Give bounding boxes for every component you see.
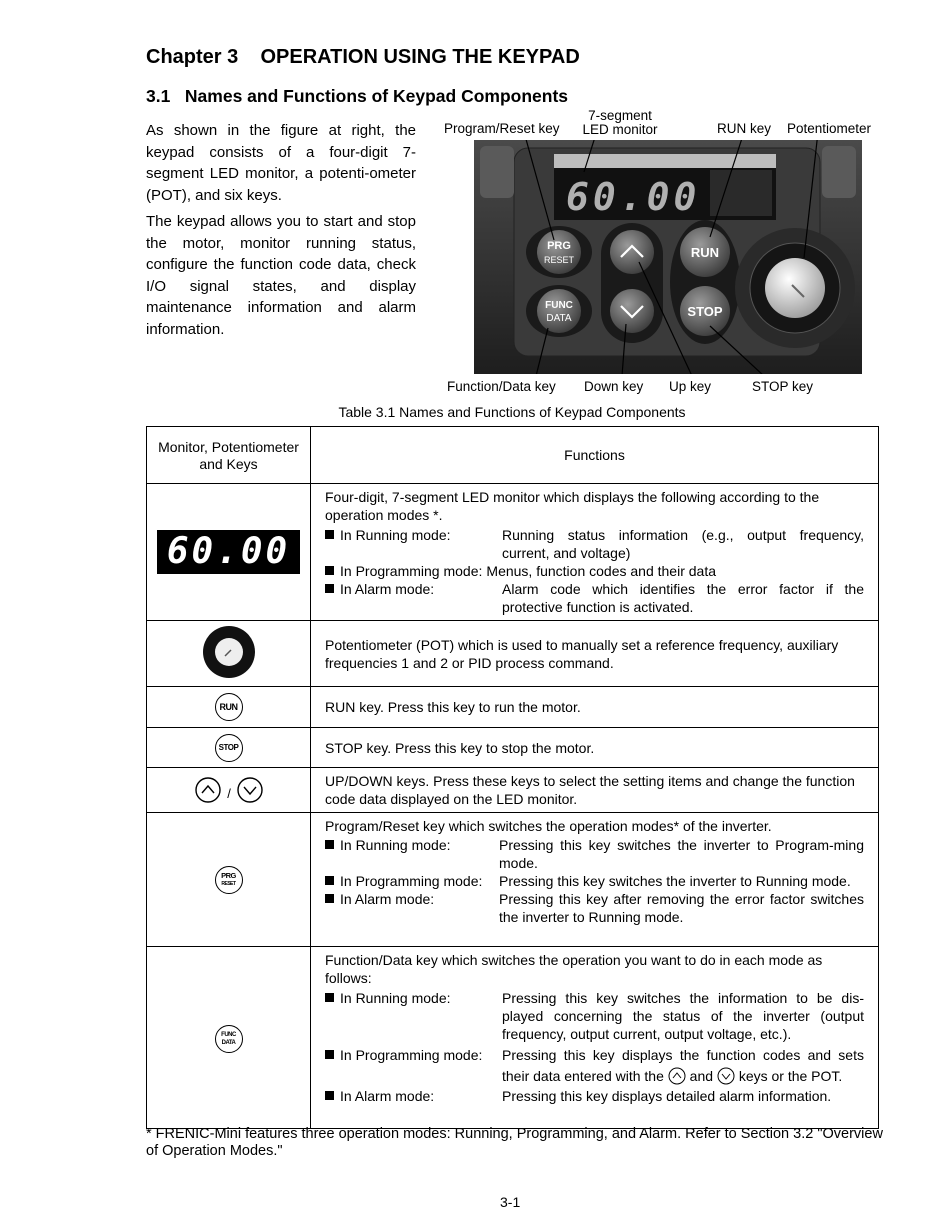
run-key-icon: RUN [215,693,243,721]
table-row-stop [147,728,879,768]
label-led-monitor-line1: 7-segment [588,108,652,123]
stop-functions: STOP key. Press this key to stop the motor. [311,728,879,768]
label-function-data-key: Function/Data key [447,379,556,394]
up-button [610,230,654,274]
func-intro: Function/Data key which switches the operation you want to do in each mode as follows: [325,952,823,986]
prg-reset-key-icon: PRG RESET [215,866,243,894]
label-led-monitor-line2: LED monitor [582,122,658,137]
run-icon-cell [147,687,311,728]
header-col-2: Functions [311,427,879,484]
mode-label: In Programming mode: [325,562,482,580]
prg-intro: Program/Reset key which switches the operation modes* of the inverter. [325,818,772,834]
func-mode-programming [325,1045,864,1087]
page-number: 3-1 [500,1194,521,1210]
mode-label: In Running mode: [325,526,502,562]
mode-label: In Running mode: [325,989,502,1043]
label-program-reset-key: Program/Reset key [444,121,560,136]
table-header-row [147,427,879,484]
reset-button-label: RESET [543,255,575,265]
prg-mode-running [325,836,864,872]
run-functions: RUN key. Press this key to run the motor. [311,687,879,728]
mode-text: Pressing this key switches the inverter to Program-ming mode. [499,837,864,871]
stop-key-icon: STOP [215,734,243,762]
pot-functions: Potentiometer (POT) which is used to manually set a reference frequency, auxiliary frequencies 1 and 2 or PID process command. [311,621,879,687]
mode-text: Pressing this key switches the inverter to Running mode. [499,873,851,889]
updown-icon-cell [147,768,311,813]
label-run-key: RUN key [717,121,772,136]
keypad-corner-left [480,146,514,198]
func-data-key-icon: FUNC DATA [215,1025,243,1053]
mode-text: Pressing this key switches the information to be dis-played concerning the status of the inverter (output frequency, output current, output voltage, etc.). [502,990,864,1042]
down-arrow-icon [244,787,256,794]
potentiometer-icon [200,625,258,679]
mode-text: Menus, function codes and their data [486,563,716,579]
led-mode-alarm [325,580,864,616]
up-down-keys-icon [194,776,264,804]
label-up-key: Up key [669,379,712,394]
mode-label: In Alarm mode: [325,890,499,926]
mode-label: In Alarm mode: [325,1087,502,1105]
data-button-label: DATA [546,313,572,324]
table-row-prg [147,813,879,947]
prg-reset-button [537,230,581,274]
intro-paragraph-1: As shown in the figure at right, the keypad consists of a four-digit 7-segment LED monitor, a potenti-ometer (POT), and six keys. [146,122,416,204]
func-mode-alarm [325,1087,864,1105]
up-key-inline-icon [668,1067,686,1085]
stop-icon-cell [147,728,311,768]
led-icon-cell [147,484,311,621]
pot-icon-cell [147,621,311,687]
header-col-1: Monitor, Potentiometer and Keys [147,427,311,484]
table-row-func [147,947,879,1129]
mode-text: Pressing this key displays the function codes and sets their data entered with the and keys or the POT. [502,1047,864,1084]
mode-text: Pressing this key displays detailed alarm information. [502,1088,832,1104]
led-mode-running [325,526,864,562]
table-row-run [147,687,879,728]
led-mode-programming [325,562,864,580]
intro-paragraph-2: The keypad allows you to start and stop the motor, monitor running status, configure the function code data, check I/O signal states, and display maintenance information and alarm information. [146,213,416,338]
up-arrow-icon [202,786,214,793]
chapter-title: Chapter 3 OPERATION USING THE KEYPAD [146,46,580,68]
keypad-components-table [146,426,879,1129]
updown-functions: UP/DOWN keys. Press these keys to select the setting items and change the function code data displayed on the LED monitor. [311,768,879,813]
label-potentiometer: Potentiometer [787,121,872,136]
label-down-key: Down key [584,379,644,394]
prg-mode-alarm [325,890,864,926]
keypad-corner-right [822,146,856,198]
mode-text: Running status information (e.g., output frequency, current, and voltage) [502,527,864,561]
func-functions [311,947,879,1129]
mode-label: In Programming mode: [325,1045,502,1087]
mode-label: In Programming mode: [325,872,499,890]
down-button [610,289,654,333]
prg-icon-cell [147,813,311,947]
func-mode-running [325,989,864,1043]
led-functions [311,484,879,621]
func-icon-cell [147,947,311,1129]
mode-text: Pressing this key after removing the error factor switches the inverter to Running mode. [499,891,864,925]
led-intro: Four-digit, 7-segment LED monitor which displays the following according to the operation modes *. [325,489,820,523]
mode-text: Alarm code which identifies the error factor if the protective function is activated. [502,581,864,615]
func-data-button [537,289,581,333]
table-caption: Table 3.1 Names and Functions of Keypad Components [338,404,686,420]
section-title: 3.1 Names and Functions of Keypad Components [146,86,569,106]
prg-functions [311,813,879,947]
label-led-monitor [580,109,660,137]
func-button-label: FUNC [545,300,573,311]
stop-button-label: STOP [687,304,723,319]
down-key-inline-icon [717,1067,735,1085]
table-row-led [147,484,879,621]
mode-label: In Running mode: [325,836,499,872]
prg-mode-programming [325,872,864,890]
mode-label: In Alarm mode: [325,580,502,616]
keypad-photo [474,140,862,374]
table-row-potentiometer [147,621,879,687]
table-row-updown [147,768,879,813]
updown-separator: / [226,786,231,801]
footnote: * FRENIC-Mini features three operation modes: Running, Programming, and Alarm. Refer to Section 3.2 "Overview of Operation Modes." [146,1126,883,1159]
led-digits: 60.00 [566,175,701,219]
led-monitor-icon: 60.00 [157,530,300,574]
run-button-label: RUN [690,245,720,260]
label-stop-key: STOP key [752,379,814,394]
prg-button-label: PRG [547,240,571,252]
